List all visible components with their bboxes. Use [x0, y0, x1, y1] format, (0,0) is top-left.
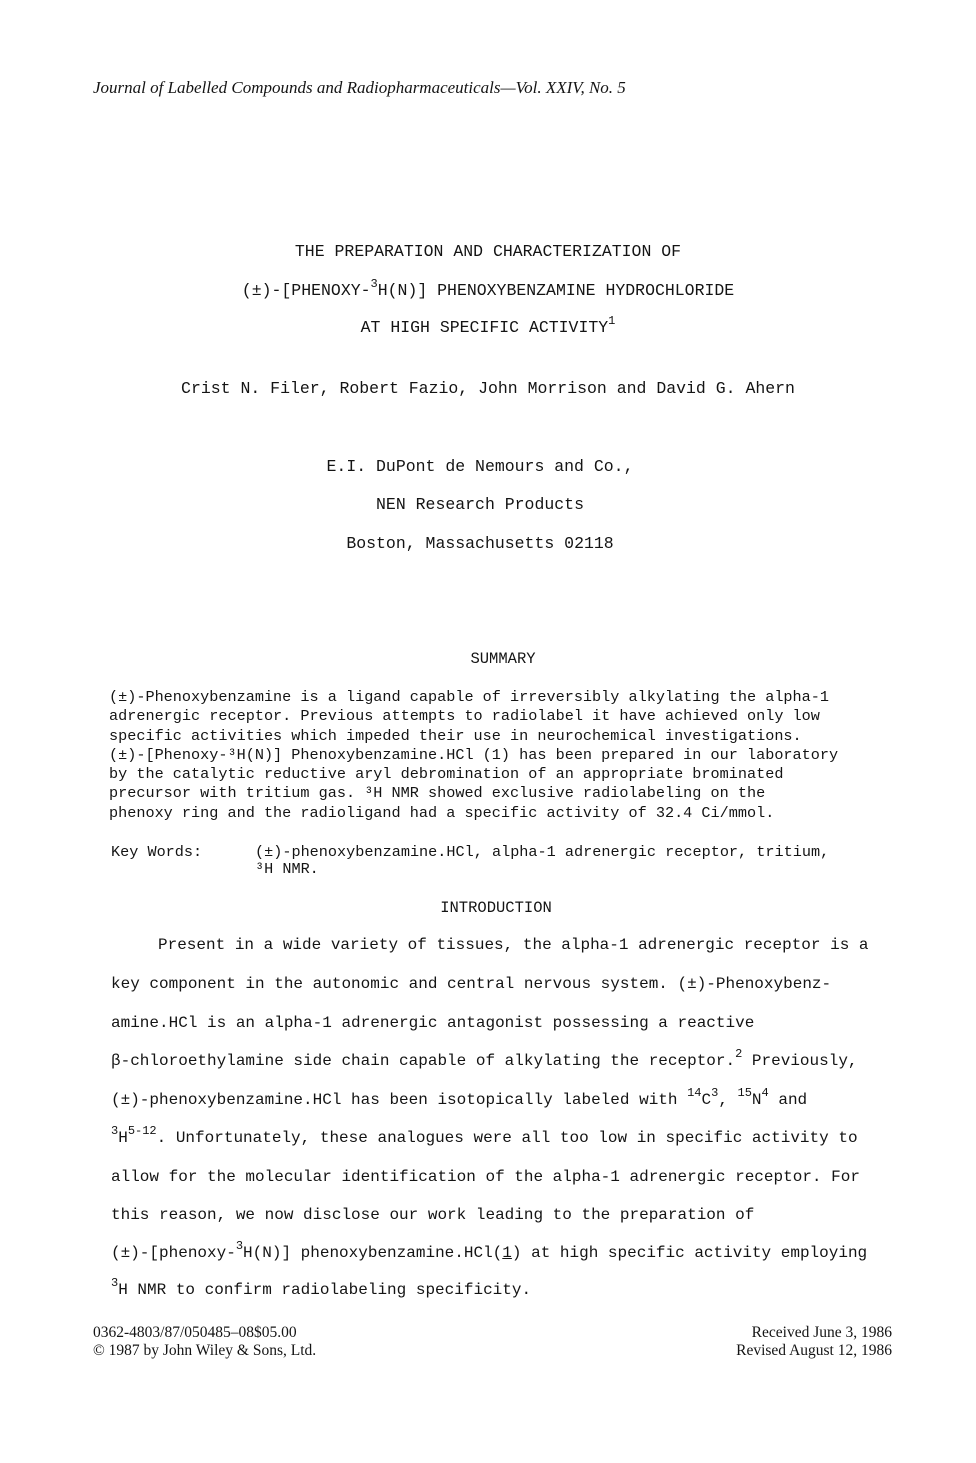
keywords-label: Key Words:: [111, 843, 203, 861]
title-line-1: THE PREPARATION AND CHARACTERIZATION OF: [294, 242, 682, 261]
footer-received: Received June 3, 1986: [751, 1324, 892, 1341]
summary-line: specific activities which impeded their use in neurochemical investigations.: [109, 726, 802, 745]
footer-revised: Revised August 12, 1986: [736, 1342, 892, 1359]
affiliation-line-3: Boston, Massachusetts 02118: [346, 534, 614, 553]
intro-line: (±)-[phenoxy-$^3$H(N)] phenoxybenzamine.HCl(1) at high specific activity employing: [111, 1239, 868, 1262]
summary-line: precursor with tritium gas. ³H NMR showed exclusive radiolabeling on the: [109, 784, 766, 803]
intro-line: allow for the molecular identification of the alpha-1 adrenergic receptor. For: [111, 1168, 860, 1186]
summary-line: (±)-Phenoxybenzamine is a ligand capable of irreversibly alkylating the alpha-1: [109, 688, 830, 706]
intro-line: amine.HCl is an alpha-1 adrenergic antagonist possessing a reactive: [111, 1014, 755, 1032]
summary-line: adrenergic receptor. Previous attempts to radiolabel it have achieved only low: [109, 707, 820, 726]
title-line-3: AT HIGH SPECIFIC ACTIVITY$^1$: [360, 314, 616, 337]
summary-heading: SUMMARY: [470, 650, 536, 668]
introduction-heading: INTRODUCTION: [440, 899, 552, 917]
footer-left: [93, 1324, 316, 1360]
summary-line: (±)-[Phenoxy-³H(N)] Phenoxybenzamine.HCl (1) has been prepared in our laboratory: [109, 745, 839, 764]
footer-right: [736, 1324, 892, 1360]
summary-line: by the catalytic reductive aryl debromination of an appropriate brominated: [109, 765, 784, 784]
title-line-2: (±)-[PHENOXY-$^3$H(N)] PHENOXYBENZAMINE HYDROCHLORIDE: [241, 277, 735, 300]
journal-header: Journal of Labelled Compounds and Radiopharmaceuticals—Vol. XXIV, No. 5: [93, 78, 626, 97]
keywords-line-2: ³H NMR.: [255, 860, 319, 878]
intro-line: (±)-phenoxybenzamine.HCl has been isotopically labeled with $^{14}C^3$, $^{15}N^4$ and: [111, 1086, 808, 1109]
intro-line: this reason, we now disclose our work leading to the preparation of: [111, 1206, 755, 1224]
intro-line: β-chloroethylamine side chain capable of alkylating the receptor.$^2$ Previously,: [111, 1047, 858, 1070]
intro-line: $^3$H NMR to confirm radiolabeling specificity.: [111, 1276, 532, 1299]
footer-copyright: © 1987 by John Wiley & Sons, Ltd.: [93, 1342, 317, 1359]
keywords-line-1: (±)-phenoxybenzamine.HCl, alpha-1 adrenergic receptor, tritium,: [255, 843, 830, 861]
summary-line: phenoxy ring and the radioligand had a specific activity of 32.4 Ci/mmol.: [109, 803, 775, 822]
affiliation-line-2: NEN Research Products: [376, 495, 584, 514]
affiliation-line-1: E.I. DuPont de Nemours and Co.,: [326, 457, 634, 476]
authors: Crist N. Filer, Robert Fazio, John Morrison and David G. Ahern: [181, 379, 795, 398]
footer-code: 0362-4803/87/050485–08$05.00: [93, 1324, 297, 1341]
intro-line: key component in the autonomic and central nervous system. (±)-Phenoxybenz-: [111, 975, 832, 993]
summary-paragraph: [109, 688, 889, 823]
intro-line: $^3H^{5-12}$. Unfortunately, these analogues were all too low in specific activity to: [111, 1124, 858, 1147]
intro-line: Present in a wide variety of tissues, the alpha-1 adrenergic receptor is a: [158, 936, 869, 954]
